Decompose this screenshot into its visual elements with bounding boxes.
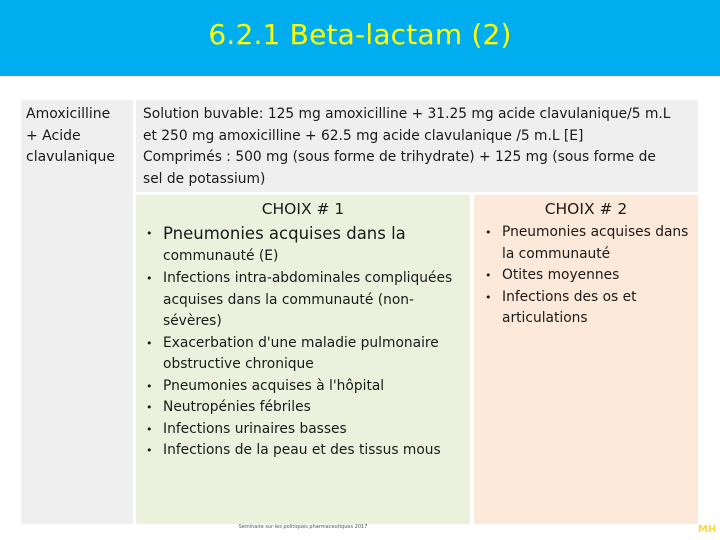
list-item — [146, 333, 463, 376]
list-item-text: Otites moyennes — [502, 267, 620, 283]
list-item — [485, 265, 692, 287]
bullet-icon: • — [146, 227, 153, 240]
list-item-text: Infections de la peau et des tissus mous — [163, 442, 441, 458]
list-item-text: Infections des os et articulations — [502, 288, 637, 326]
list-item — [146, 222, 463, 246]
list-item-text: Pneumonies acquises à l'hôpital — [163, 377, 385, 394]
bullet-icon: • — [146, 272, 153, 285]
choice1-list — [146, 268, 463, 462]
bullet-icon: • — [485, 226, 492, 239]
corner-logo: MH — [698, 524, 717, 535]
bullet-icon: • — [146, 336, 153, 350]
bullet-icon: • — [485, 290, 492, 304]
list-item-text: Infections urinaires basses — [163, 420, 347, 437]
bullet-icon: • — [146, 379, 153, 393]
bullet-icon: • — [485, 269, 492, 282]
drug-name-line: + Acide — [26, 127, 81, 144]
formulation-line: Comprimés : 500 mg (sous forme de trihydrate) + 125 mg (sous forme de — [143, 149, 656, 165]
drug-name-line: clavulanique — [26, 149, 115, 165]
formulation-line: Solution buvable: 125 mg amoxicilline + 31.25 mg acide clavulanique/5 m.L — [143, 106, 671, 122]
bullet-icon: • — [146, 401, 153, 414]
list-item — [146, 440, 463, 462]
choice1-first-list — [146, 222, 463, 246]
formulation-text — [143, 104, 695, 190]
list-item — [485, 287, 692, 330]
list-item-text: Exacerbation d'une maladie pulmonaire obstructive chronique — [163, 334, 439, 372]
list-item — [146, 419, 463, 441]
list-item-text: Pneumonies acquises dans la — [163, 224, 406, 243]
choice2-list — [485, 222, 692, 330]
drug-name — [26, 104, 136, 169]
list-item-text: Neutropénies fébriles — [163, 399, 311, 415]
choice2-title: CHOIX # 2 — [544, 200, 628, 218]
list-item — [146, 376, 463, 398]
list-item — [146, 397, 463, 419]
slide-title: 6.2.1 Beta-lactam (2) — [208, 18, 512, 51]
list-item-text: Pneumonies acquises dans la communauté — [502, 224, 689, 262]
formulation-line: sel de potassium) — [143, 170, 266, 187]
list-item-text: Infections intra-abdominales compliquées acquises dans la communauté (non-sévères) — [163, 270, 453, 329]
list-item — [146, 268, 463, 333]
bullet-icon: • — [146, 444, 153, 457]
footer-note: Séminaire sur les politiques pharmaceutiques 2017 — [238, 524, 368, 530]
choice1-title: CHOIX # 1 — [261, 200, 345, 218]
bullet-icon: • — [146, 422, 153, 436]
choice1-first-item-continuation: communauté (E) — [163, 248, 279, 264]
formulation-line: et 250 mg amoxicilline + 62.5 mg acide clavulanique /5 m.L [E] — [143, 127, 584, 144]
drug-name-line: Amoxicilline — [26, 106, 111, 122]
list-item — [485, 222, 692, 265]
